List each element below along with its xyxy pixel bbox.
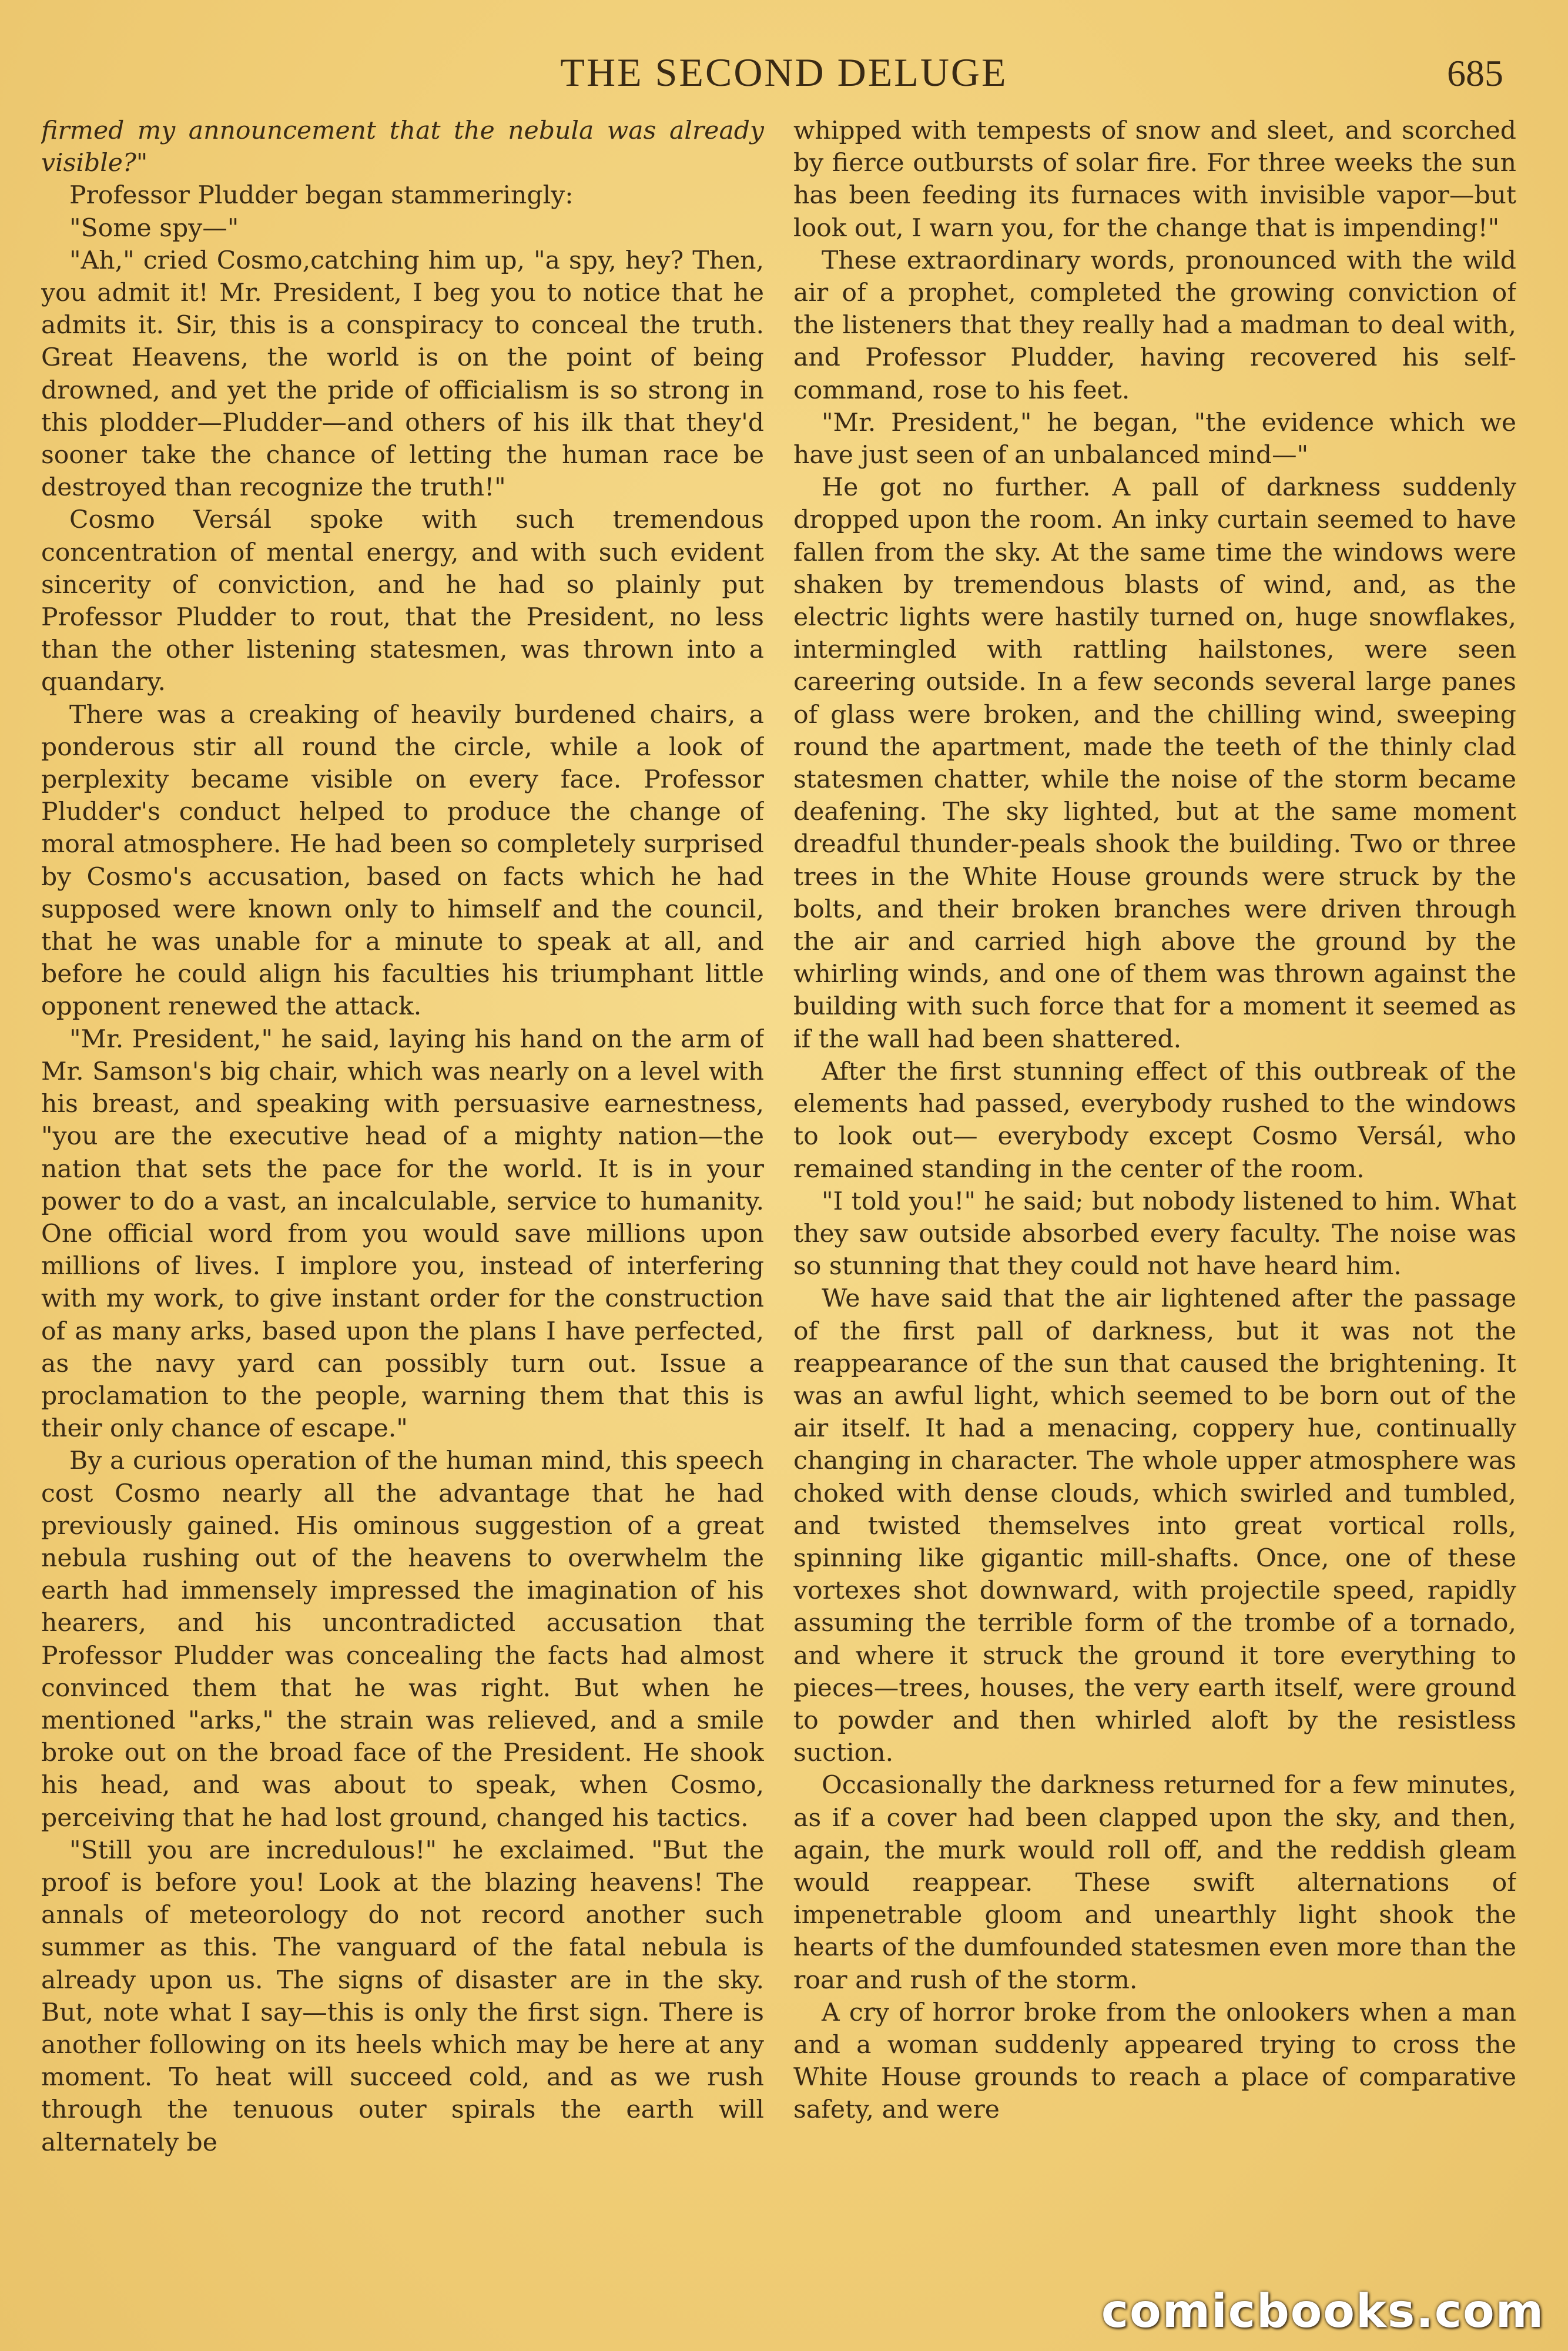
paragraph: There was a creaking of heavily burdened chairs, a ponderous stir all round the circle, while a look of perplexity became visible on every face. Professor Pludder's conduct helped to produce the change of moral atmosphere. He had been so completely surprised by Cosmo's accusation, based on facts which he had supposed were known only to himself and the council, that he was unable for a minute to speak at all, and before he could align his faculties his triumphant little opponent renewed the attack. bbox=[41, 700, 764, 1022]
paragraph: "Ah," cried Cosmo,catching him up, "a spy, hey? Then, you admit it! Mr. President, I beg you to notice that he admits it. Sir, this is a conspiracy to conceal the truth. Great Heavens, the world is on the point of being drowned, and yet the pride of officialism is so strong in this plodder—Pludder—and others of his ilk that they'd sooner take the chance of letting the human race be destroyed than recognize the truth!" bbox=[41, 246, 764, 503]
paragraph: Cosmo Versál spoke with such tremendous concentration of mental energy, and with such evident sincerity of conviction, and he had so plainly put Professor Pludder to rout, that the President, no less than the other listening statesmen, was thrown into a quandary. bbox=[41, 505, 764, 697]
paragraph: Professor Pludder began stammeringly: bbox=[69, 181, 574, 210]
paragraph: "Mr. President," he said, laying his hand on the arm of Mr. Samson's big chair, which was nearly on a level with his breast, and speaking with persuasive earnestness, "you are the executive head of a mighty nation—the nation that sets the pace for the world. It is in your power to do a vast, an incalculable, service to humanity. One official word from you would save millions upon millions of lives. I implore you, instead of interfering with my work, to give instant order for the construction of as many arks, based upon the plans I have perfected, as the navy yard can possibly turn out. Issue a proclamation to the people, warning them that this is their only chance of escape." bbox=[41, 1024, 764, 1444]
page-number: 685 bbox=[1447, 52, 1503, 94]
paragraph: A cry of horror broke from the onlookers when a man and a woman suddenly appeared trying to cross the White House grounds to reach a place of comparative safety, and were bbox=[793, 1998, 1516, 2125]
paragraph: We have said that the air lightened after the passage of the first pall of darkness, but it was not the reappearance of the sun that caused the brightening. It was an awful light, which seemed to be born out of the air itself. It had a menacing, coppery hue, continually changing in character. The whole upper atmosphere was choked with dense clouds, which swirled and tumbled, and twisted themselves into great vortical rolls, spinning like gigantic mill-shafts. Once, one of these vortexes shot downward, with projectile speed, rapidly assuming the terrible form of the trombe of a tornado, and where it struck the ground it tore everything to pieces—trees, houses, the very earth itself, were ground to powder and then whirled aloft by the resistless suction. bbox=[793, 1284, 1516, 1768]
paragraph: These extraordinary words, pronounced with the wild air of a prophet, completed the growing conviction of the listeners that they really had a madman to deal with, and Professor Pludder, having recovered his self-command, rose to his feet. bbox=[793, 246, 1516, 405]
paragraph: whipped with tempests of snow and sleet, and scorched by fierce outbursts of solar fire. For three weeks the sun has been feeding its furnaces with invisible vapor—but look out, I warn you, for the change that is impending!" bbox=[793, 116, 1516, 243]
right-column bbox=[793, 115, 1516, 2301]
paragraph: "Still you are incredulous!" he exclaimed. "But the proof is before you! Look at the blazing heavens! The annals of meteorology do not record another such summer as this. The vanguard of the fatal nebula is already upon us. The signs of disaster are in the sky. But, note what I say—this is only the first sign. There is another following on its heels which may be here at any moment. To heat will succeed cold, and as we rush through the tenuous outer spirals the earth will alternately be bbox=[41, 1836, 764, 2157]
running-title: THE SECOND DELUGE bbox=[560, 49, 1008, 95]
paragraph: "Mr. President," he began, "the evidence which we have just seen of an unbalanced mind—" bbox=[793, 408, 1516, 470]
running-header bbox=[41, 46, 1527, 99]
paragraph: "I told you!" he said; but nobody listened to him. What they saw outside absorbed every faculty. The noise was so stunning that they could not have heard him. bbox=[793, 1187, 1516, 1281]
paragraph: After the first stunning effect of this outbreak of the elements had passed, everybody rushed to the windows to look out— everybody except Cosmo Versál, who remained standing in the center of the room. bbox=[793, 1057, 1516, 1184]
paragraph: firmed my announcement that the nebula was already visible?" bbox=[41, 116, 764, 178]
paragraph: "Some spy—" bbox=[69, 213, 239, 243]
paragraph: He got no further. A pall of darkness suddenly dropped upon the room. An inky curtain seemed to have fallen from the sky. At the same time the windows were shaken by tremendous blasts of wind, and, as the electric lights were hastily turned on, huge snowflakes, intermingled with rattling hailstones, were seen careering outside. In a few seconds several large panes of glass were broken, and the chilling wind, sweeping round the apartment, made the teeth of the thinly clad statesmen chatter, while the noise of the storm became deafening. The sky lighted, but at the same moment dreadful thunder-peals shook the building. Two or three trees in the White House grounds were struck by the bolts, and their broken branches were driven through the air and carried high above the ground by the whirling winds, and one of them was thrown against the building with such force that for a moment it seemed as if the wall had been shattered. bbox=[793, 473, 1516, 1054]
left-column bbox=[41, 115, 764, 2301]
watermark-logo: comicbooks.com bbox=[1101, 2285, 1544, 2338]
paragraph: By a curious operation of the human mind, this speech cost Cosmo nearly all the advantage that he had previously gained. His ominous suggestion of a great nebula rushing out of the heavens to overwhelm the earth had immensely impressed the imagination of his hearers, and his uncontradicted accusation that Professor Pludder was concealing the facts had almost convinced them that he was right. But when he mentioned "arks," the strain was relieved, and a smile broke out on the broad face of the President. He shook his head, and was about to speak, when Cosmo, perceiving that he had lost ground, changed his tactics. bbox=[41, 1446, 764, 1833]
paragraph: Occasionally the darkness returned for a few minutes, as if a cover had been clapped upon the sky, and then, again, the murk would roll off, and the reddish gleam would reappear. These swift alternations of impenetrable gloom and unearthly light shook the hearts of the dumfounded statesmen even more than the roar and rush of the storm. bbox=[793, 1771, 1516, 1995]
